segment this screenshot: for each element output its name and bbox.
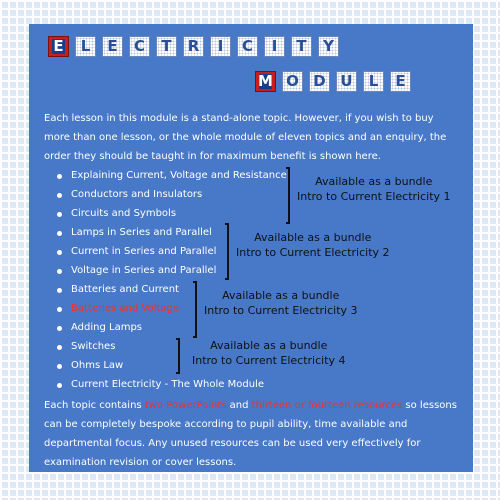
intro-paragraph: Each lesson in this module is a stand-alone topic. However, if you wish to buy more than one lesson, or the whole module of eleven topics and an enquiry, the order they should be taught in for maximum benefit is shown here. [44, 113, 447, 162]
title-tile: I [210, 36, 231, 57]
title-electricity [48, 36, 339, 57]
title-tile: C [237, 36, 258, 57]
bundle-line-1: Available as a bundle [315, 175, 433, 188]
bundle-line-1: Available as a bundle [210, 339, 328, 352]
bundle-bracket [176, 338, 180, 374]
footer-text: Each topic contains [44, 400, 145, 411]
title-tile: L [75, 36, 96, 57]
title-tile: O [282, 71, 303, 92]
module-panel [29, 24, 473, 472]
bundle-bracket [225, 223, 229, 280]
title-tile: E [390, 71, 411, 92]
bundle-bracket [193, 281, 197, 338]
footer-text: and [226, 400, 252, 411]
list-item: Voltage in Series and Parallel [71, 265, 217, 276]
title-tile: R [183, 36, 204, 57]
list-item: Switches [71, 341, 116, 352]
bundle-line-2: Intro to Current Electricity 2 [236, 246, 390, 259]
list-item: Current Electricity - The Whole Module [71, 379, 264, 390]
list-item: Circuits and Symbols [71, 208, 177, 219]
title-tile: I [264, 36, 285, 57]
list-item: Adding Lamps [71, 322, 143, 333]
bundle-label [204, 288, 358, 318]
bundle-line-2: Intro to Current Electricity 1 [297, 190, 451, 203]
footer-highlight: two PowerPoints [144, 400, 227, 411]
title-tile: T [291, 36, 312, 57]
bundle-line-2: Intro to Current Electricity 4 [192, 354, 346, 367]
title-tile: C [129, 36, 150, 57]
title-tile: M [255, 71, 276, 92]
footer-text: so lessons can be completely bespoke according to pupil ability, time available and departmental focus. Any unused resources can be used very effectively for examination revision or cover lessons. [44, 400, 457, 468]
title-tile: T [156, 36, 177, 57]
list-item: Lamps in Series and Parallel [71, 227, 212, 238]
list-item: Explaining Current, Voltage and Resistance [71, 170, 287, 181]
bundle-line-1: Available as a bundle [254, 231, 372, 244]
title-module [255, 71, 411, 92]
list-item: Conductors and Insulators [71, 189, 203, 200]
list-item: Ohms Law [71, 360, 124, 371]
bundle-label [297, 174, 451, 204]
bundle-label [236, 230, 390, 260]
title-tile: Y [318, 36, 339, 57]
footer-paragraph [44, 396, 458, 472]
bundle-bracket [286, 167, 290, 224]
title-tile: E [48, 36, 69, 57]
list-item: Batteries and Voltage [71, 303, 179, 314]
bundle-line-2: Intro to Current Electricity 3 [204, 304, 358, 317]
footer-highlight: thirteen or fourteen resources [251, 400, 403, 411]
list-item: Current in Series and Parallel [71, 246, 217, 257]
list-item: Batteries and Current [71, 284, 179, 295]
bundle-line-1: Available as a bundle [222, 289, 340, 302]
bundle-label [192, 338, 346, 368]
title-tile: L [363, 71, 384, 92]
title-tile: U [336, 71, 357, 92]
title-tile: D [309, 71, 330, 92]
title-tile: E [102, 36, 123, 57]
